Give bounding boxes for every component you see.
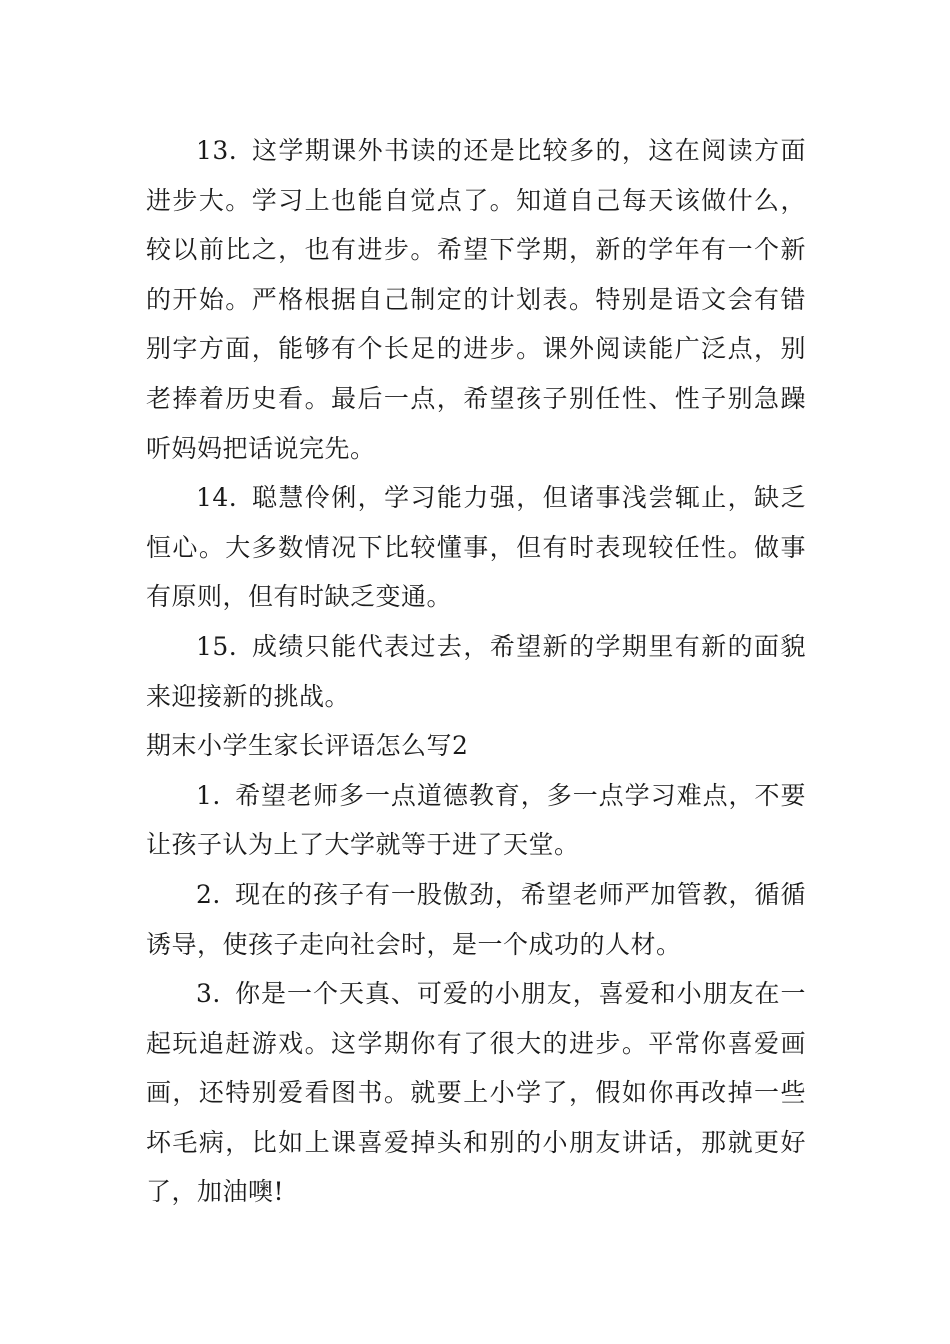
item-text: 聪慧伶俐，学习能力强，但诸事浅尝辄止，缺乏恒心。大多数情况下比较懂事，但有时表现较任性。做事有原则，但有时缺乏变通。 xyxy=(146,483,806,612)
item-text: 这学期课外书读的还是比较多的，这在阅读方面进步大。学习上也能自觉点了。知道自己每天该做什么，较以前比之，也有进步。希望下学期，新的学年有一个新的开始。严格根据自己制定的计划表。特别是语文会有错别字方面，能够有个长足的进步。课外阅读能广泛点，别老捧着历史看。最后一点，希望孩子别任性、性子别急躁听妈妈把话说完先。 xyxy=(146,136,806,463)
comment-paragraph-1 xyxy=(146,771,806,870)
item-text: 成绩只能代表过去，希望新的学期里有新的面貌来迎接新的挑战。 xyxy=(146,631,806,711)
item-number: 1. xyxy=(196,780,221,810)
item-number: 14. xyxy=(196,483,238,513)
item-number: 15. xyxy=(196,631,238,661)
item-text: 现在的孩子有一股傲劲，希望老师严加管教，循循诱导，使孩子走向社会时，是一个成功的人材。 xyxy=(146,879,806,959)
item-number: 13. xyxy=(196,136,238,165)
comment-paragraph-2 xyxy=(146,870,806,969)
comment-paragraph-3 xyxy=(146,969,806,1217)
comment-paragraph-14 xyxy=(146,473,806,622)
document-body xyxy=(146,126,806,1217)
comment-paragraph-13 xyxy=(146,126,806,473)
item-text: 希望老师多一点道德教育，多一点学习难点，不要让孩子认为上了大学就等于进了天堂。 xyxy=(146,780,806,860)
section-heading: 期末小学生家长评语怎么写2 xyxy=(146,731,469,761)
item-text: 你是一个天真、可爱的小朋友，喜爱和小朋友在一起玩追赶游戏。这学期你有了很大的进步。平常你喜爱画画，还特别爱看图书。就要上小学了，假如你再改掉一些坏毛病，比如上课喜爱掉头和别的小朋友讲话，那就更好了，加油噢! xyxy=(146,979,806,1207)
comment-paragraph-15 xyxy=(146,622,806,721)
item-number: 2. xyxy=(196,879,221,909)
item-number: 3. xyxy=(196,979,221,1009)
